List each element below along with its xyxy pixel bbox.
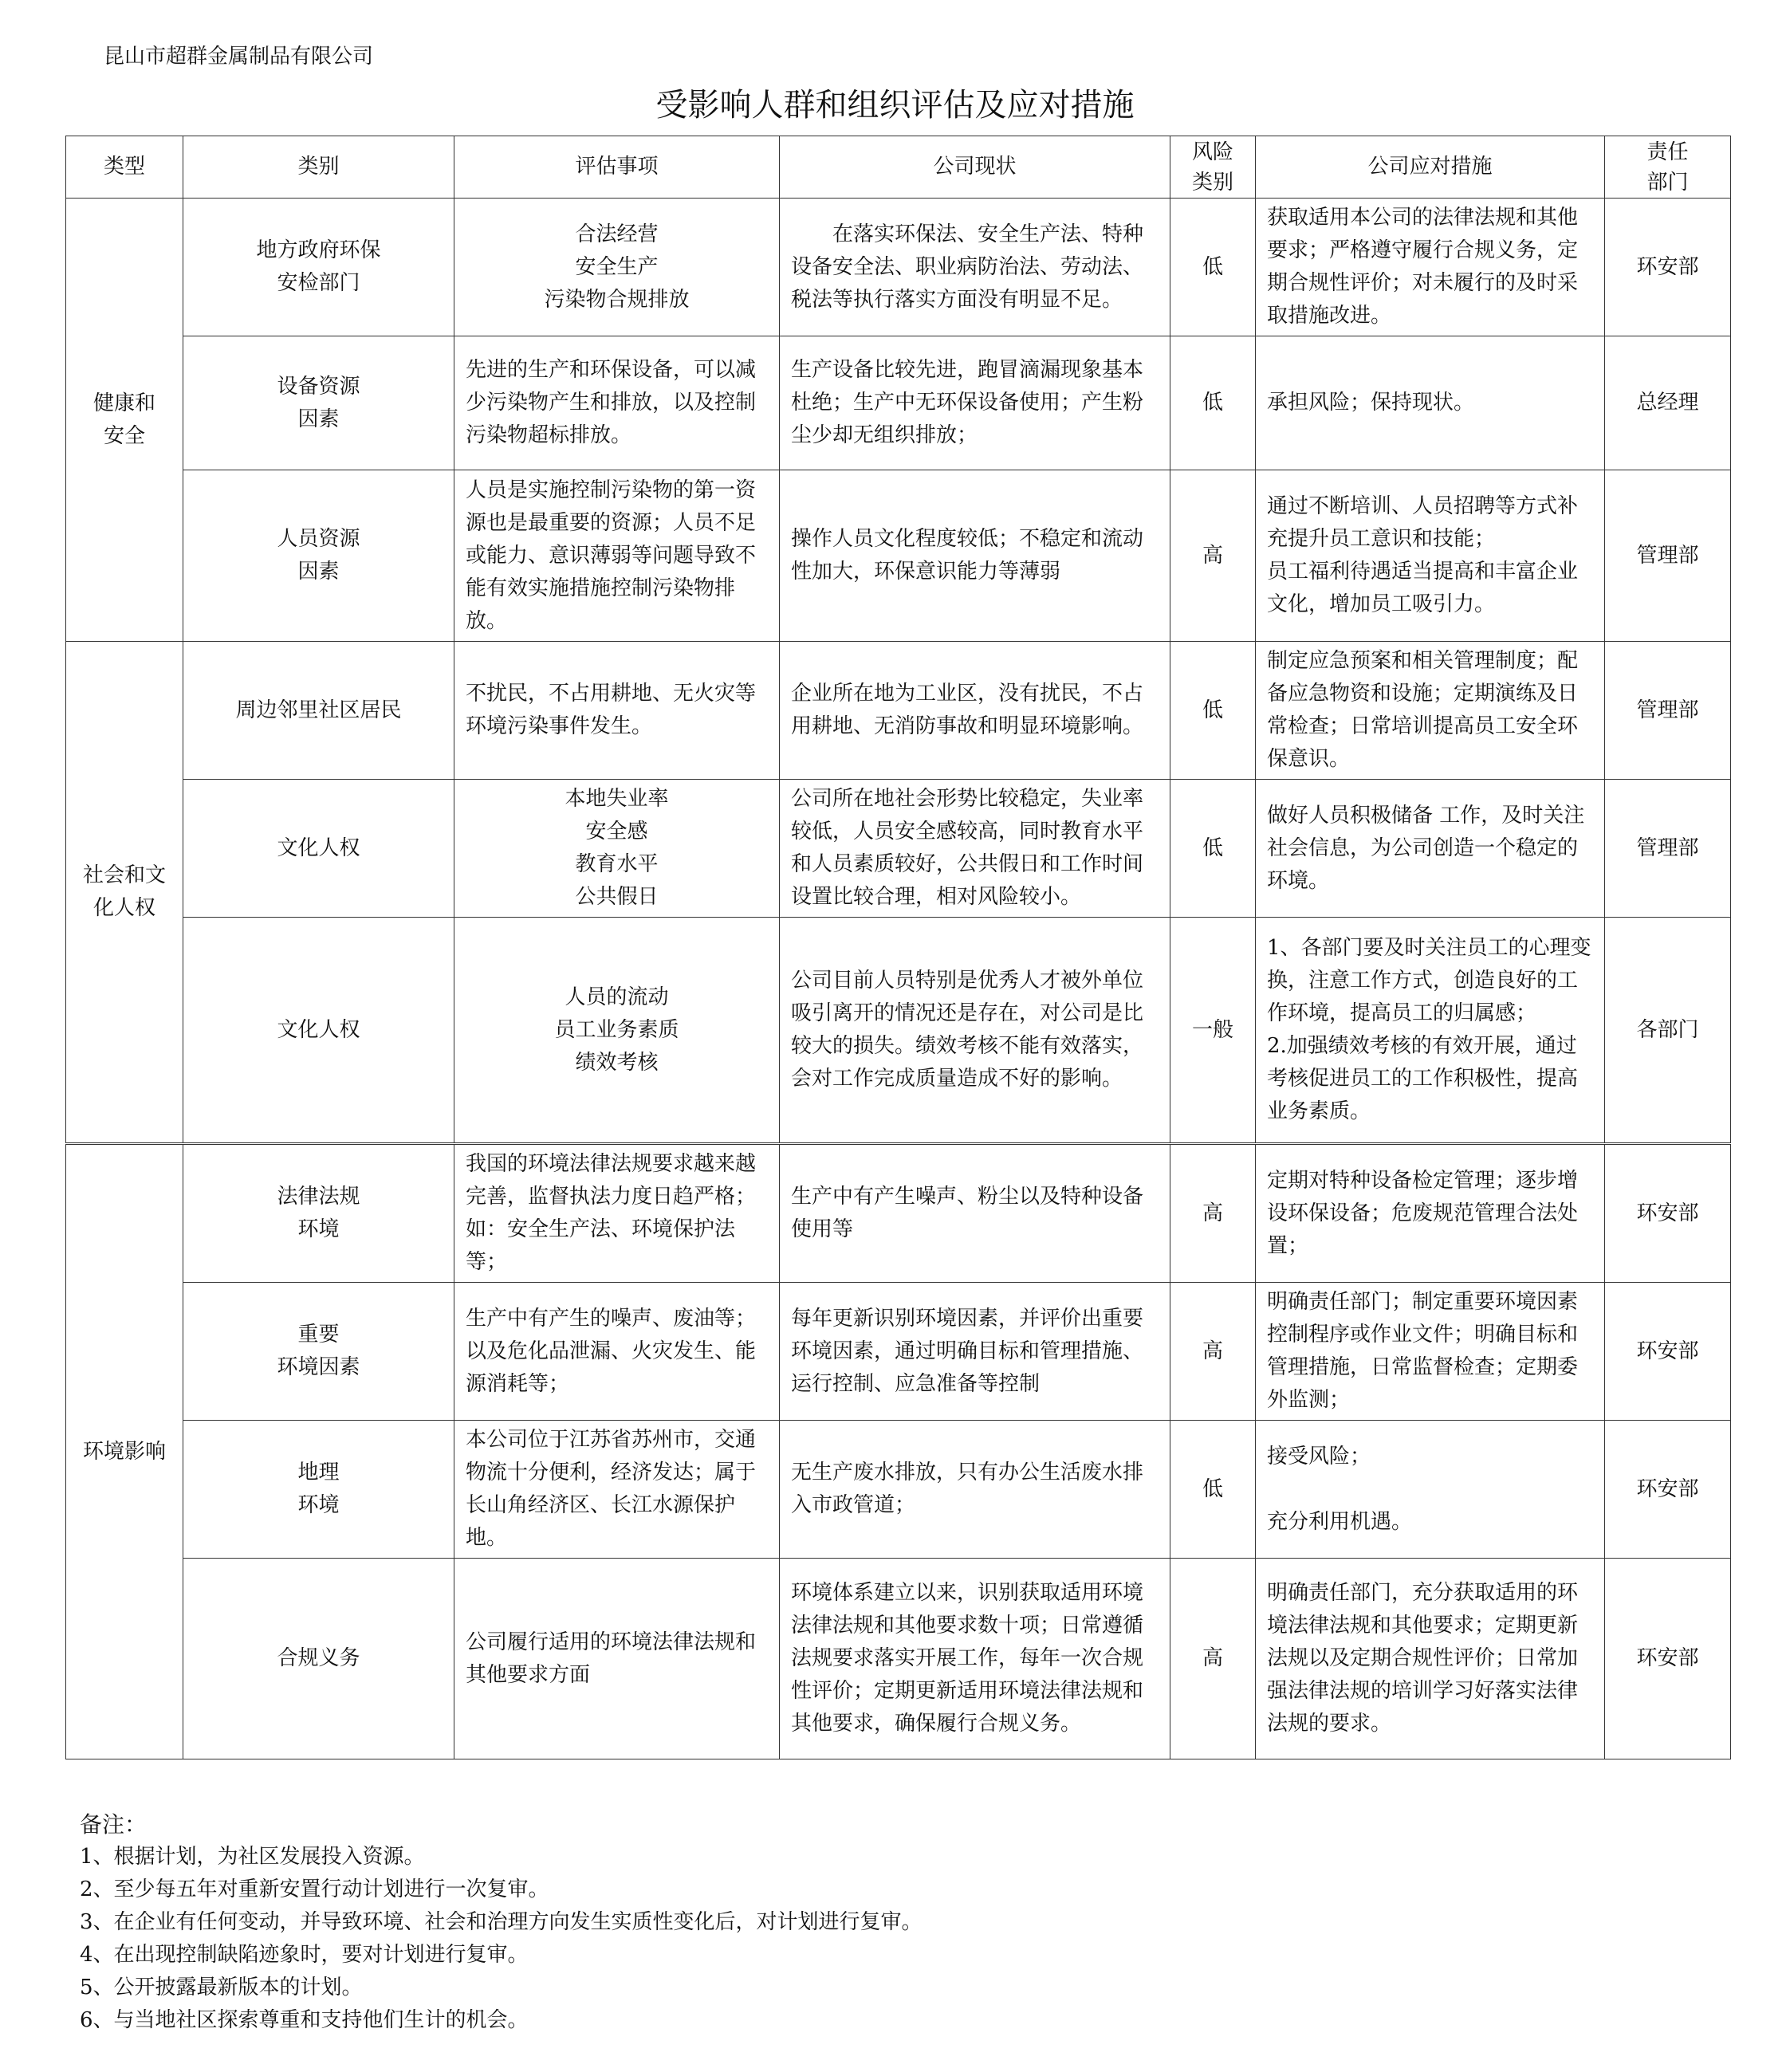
company-status-cell: 生产设备比较先进，跑冒滴漏现象基本杜绝；生产中无环保设备使用；产生粉尘少却无组织排放；: [780, 336, 1170, 470]
responsible-dept-cell: 环安部: [1605, 1283, 1731, 1421]
type-cell: 社会和文 化人权: [66, 642, 183, 1144]
category-cell: 重要 环境因素: [183, 1283, 454, 1421]
company-status-cell: 在落实环保法、安全生产法、特种设备安全法、职业病防治法、劳动法、税法等执行落实方面没有明显不足。: [780, 199, 1170, 336]
table-row: [66, 1421, 1731, 1559]
assessment-item-cell: 生产中有产生的噪声、废油等；以及危化品泄漏、火灾发生、能源消耗等；: [454, 1283, 780, 1421]
header-dept-line-2: 部门: [1646, 170, 1689, 195]
company-status-cell: 公司所在地社会形势比较稳定，失业率较低，人员安全感较高，同时教育水平和人员素质较好，公共假日和工作时间设置比较合理，相对风险较小。: [780, 780, 1170, 918]
risk-level-cell: 低: [1170, 780, 1256, 918]
header-risk-line-1: 风险: [1191, 140, 1233, 164]
table-row: [66, 1559, 1731, 1759]
table-row: [66, 199, 1731, 336]
header-category: 类别: [183, 136, 454, 199]
header-risk-line-2: 类别: [1191, 170, 1233, 195]
risk-level-cell: 低: [1170, 336, 1256, 470]
category-cell: 文化人权: [183, 780, 454, 918]
responsible-dept-cell: 管理部: [1605, 642, 1731, 780]
note-item: 1、根据计划，为社区发展投入资源。: [80, 1845, 425, 1869]
assessment-item-cell: 我国的环境法律法规要求越来越完善，监督执法力度日趋严格；如：安全生产法、环境保护法等；: [454, 1144, 780, 1283]
responsible-dept-cell: 环安部: [1605, 1144, 1731, 1283]
assessment-item-cell: 先进的生产和环保设备，可以减少污染物产生和排放，以及控制污染物超标排放。: [454, 336, 780, 470]
category-cell: 设备资源 因素: [183, 336, 454, 470]
response-measure-cell: 制定应急预案和相关管理制度；配备应急物资和设施；定期演练及日常检查；日常培训提高员工安全环保意识。: [1256, 642, 1605, 780]
risk-level-cell: 高: [1170, 1144, 1256, 1283]
category-cell: 地方政府环保 安检部门: [183, 199, 454, 336]
risk-level-cell: 一般: [1170, 918, 1256, 1144]
assessment-item-cell: 公司履行适用的环境法律法规和其他要求方面: [454, 1559, 780, 1759]
response-measure-cell: 承担风险；保持现状。: [1256, 336, 1605, 470]
responsible-dept-cell: 总经理: [1605, 336, 1731, 470]
risk-level-cell: 低: [1170, 1421, 1256, 1559]
responsible-dept-cell: 管理部: [1605, 470, 1731, 642]
table-row: [66, 470, 1731, 642]
assessment-item-cell: 本公司位于江苏省苏州市，交通物流十分便利，经济发达；属于长山角经济区、长江水源保护地。: [454, 1421, 780, 1559]
company-status-cell: 企业所在地为工业区，没有扰民，不占用耕地、无消防事故和明显环境影响。: [780, 642, 1170, 780]
assessment-item-cell: 人员是实施控制污染物的第一资源也是最重要的资源；人员不足或能力、意识薄弱等问题导致不能有效实施措施控制污染物排放。: [454, 470, 780, 642]
response-measure-cell: 通过不断培训、人员招聘等方式补充提升员工意识和技能； 员工福利待遇适当提高和丰富企业文化，增加员工吸引力。: [1256, 470, 1605, 642]
response-measure-cell: 做好人员积极储备 工作，及时关注社会信息，为公司创造一个稳定的环境。: [1256, 780, 1605, 918]
assessment-item-cell: 不扰民，不占用耕地、无火灾等环境污染事件发生。: [454, 642, 780, 780]
table-row: [66, 336, 1731, 470]
response-measure-cell: 定期对特种设备检定管理；逐步增设环保设备；危废规范管理合法处置；: [1256, 1144, 1605, 1283]
header-dept-line-1: 责任: [1646, 140, 1689, 164]
risk-level-cell: 高: [1170, 470, 1256, 642]
header-dept: [1605, 136, 1731, 199]
responsible-dept-cell: 管理部: [1605, 780, 1731, 918]
company-status-cell: 无生产废水排放，只有办公生活废水排入市政管道；: [780, 1421, 1170, 1559]
category-cell: 法律法规 环境: [183, 1144, 454, 1283]
risk-level-cell: 低: [1170, 199, 1256, 336]
category-cell: 周边邻里社区居民: [183, 642, 454, 780]
notes-section: [80, 1808, 923, 2037]
type-cell: 环境影响: [66, 1144, 183, 1759]
response-measure-cell: 接受风险； 充分利用机遇。: [1256, 1421, 1605, 1559]
table-row: [66, 1283, 1731, 1421]
table-row: [66, 642, 1731, 780]
note-item: 4、在出现控制缺陷迹象时，要对计划进行复审。: [80, 1943, 529, 1967]
header-measure: 公司应对措施: [1256, 136, 1605, 199]
category-cell: 人员资源 因素: [183, 470, 454, 642]
table-row: [66, 918, 1731, 1144]
risk-level-cell: 高: [1170, 1283, 1256, 1421]
note-item: 6、与当地社区探索尊重和支持他们生计的机会。: [80, 2008, 529, 2032]
category-cell: 地理 环境: [183, 1421, 454, 1559]
company-status-cell: 环境体系建立以来，识别获取适用环境法律法规和其他要求数十项；日常遵循法规要求落实开展工作，每年一次合规性评价；定期更新适用环境法律法规和其他要求，确保履行合规义务。: [780, 1559, 1170, 1759]
responsible-dept-cell: 环安部: [1605, 199, 1731, 336]
header-risk: [1170, 136, 1256, 199]
notes-title: 备注：: [80, 1811, 148, 1838]
company-status-cell: 生产中有产生噪声、粉尘以及特种设备使用等: [780, 1144, 1170, 1283]
company-status-cell: 公司目前人员特别是优秀人才被外单位吸引离开的情况还是存在，对公司是比较大的损失。绩效考核不能有效落实，会对工作完成质量造成不好的影响。: [780, 918, 1170, 1144]
assessment-item-cell: 人员的流动 员工业务素质 绩效考核: [454, 918, 780, 1144]
type-cell: 健康和 安全: [66, 199, 183, 642]
company-name: 昆山市超群金属制品有限公司: [104, 45, 374, 69]
note-item: 3、在企业有任何变动，并导致环境、社会和治理方向发生实质性变化后，对计划进行复审。: [80, 1910, 923, 1934]
assessment-item-cell: 合法经营 安全生产 污染物合规排放: [454, 199, 780, 336]
responsible-dept-cell: 环安部: [1605, 1559, 1731, 1759]
response-measure-cell: 1、各部门要及时关注员工的心理变换，注意工作方式，创造良好的工作环境，提高员工的归属感； 2.加强绩效考核的有效开展，通过考核促进员工的工作积极性，提高业务素质。: [1256, 918, 1605, 1144]
assessment-item-cell: 本地失业率 安全感 教育水平 公共假日: [454, 780, 780, 918]
response-measure-cell: 获取适用本公司的法律法规和其他要求；严格遵守履行合规义务，定期合规性评价；对未履行的及时采取措施改进。: [1256, 199, 1605, 336]
header-type: 类型: [66, 136, 183, 199]
response-measure-cell: 明确责任部门，充分获取适用的环境法律法规和其他要求；定期更新法规以及定期合规性评价；日常加强法律法规的培训学习好落实法律法规的要求。: [1256, 1559, 1605, 1759]
risk-level-cell: 低: [1170, 642, 1256, 780]
responsible-dept-cell: 各部门: [1605, 918, 1731, 1144]
table-row: [66, 780, 1731, 918]
note-item: 5、公开披露最新版本的计划。: [80, 1976, 363, 1999]
header-item: 评估事项: [454, 136, 780, 199]
page-title: 受影响人群和组织评估及应对措施: [655, 87, 1135, 124]
company-status-cell: 操作人员文化程度较低；不稳定和流动性加大，环保意识能力等薄弱: [780, 470, 1170, 642]
response-measure-cell: 明确责任部门；制定重要环境因素控制程序或作业文件；明确目标和管理措施，日常监督检查；定期委外监测；: [1256, 1283, 1605, 1421]
risk-level-cell: 高: [1170, 1559, 1256, 1759]
note-item: 2、至少每五年对重新安置行动计划进行一次复审。: [80, 1877, 549, 1901]
category-cell: 文化人权: [183, 918, 454, 1144]
table-header-row: [66, 136, 1731, 199]
category-cell: 合规义务: [183, 1559, 454, 1759]
assessment-table: [65, 136, 1731, 1759]
company-status-cell: 每年更新识别环境因素，并评价出重要环境因素，通过明确目标和管理措施、运行控制、应急准备等控制: [780, 1283, 1170, 1421]
header-status: 公司现状: [780, 136, 1170, 199]
table-row: [66, 1144, 1731, 1283]
responsible-dept-cell: 环安部: [1605, 1421, 1731, 1559]
